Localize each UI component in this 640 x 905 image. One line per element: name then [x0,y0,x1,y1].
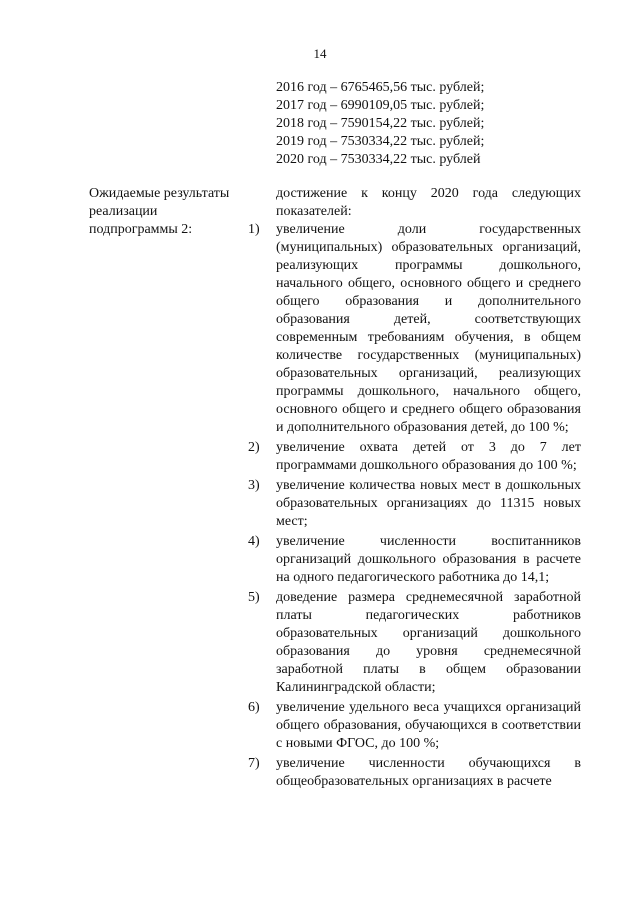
list-item-number: 7) [248,756,260,771]
list-item [248,221,581,437]
funding-line-2016: 2016 год – 6765465,56 тыс. рублей; [276,80,485,95]
funding-line-2017: 2017 год – 6990109,05 тыс. рублей; [276,98,485,113]
section-label [89,185,249,239]
list-item-number: 6) [248,700,260,715]
list-item-number: 3) [248,478,260,493]
funding-line-2020: 2020 год – 7530334,22 тыс. рублей [276,152,481,167]
list-item-text: увеличение удельного веса учащихся организаций общего образования, обучающихся в соответствии с новыми ФГОС, до 100 %; [276,700,581,751]
list-item [248,755,581,791]
list-item [248,439,581,475]
section-label-line: реализации [89,204,158,219]
list-item-number: 4) [248,534,260,549]
list-item [248,477,581,531]
funding-line-2019: 2019 год – 7530334,22 тыс. рублей; [276,134,485,149]
list-item-text: увеличение охвата детей от 3 до 7 лет программами дошкольного образования до 100 %; [276,440,581,473]
list-item-text: увеличение численности воспитанников организаций дошкольного образования в расчете на одного педагогического работника до 14,1; [276,534,581,585]
list-item-text: увеличение количества новых мест в дошкольных образовательных организациях до 11315 новых мест; [276,478,581,529]
section-label-line: Ожидаемые результаты [89,186,230,201]
list-item [248,699,581,753]
list-item [248,589,581,697]
list-item-number: 2) [248,440,260,455]
funding-line-2018: 2018 год – 7590154,22 тыс. рублей; [276,116,485,131]
list-item-text: увеличение численности обучающихся в общеобразовательных организациях в расчете [276,756,581,789]
funding-list [276,79,586,169]
list-item-number: 5) [248,590,260,605]
expected-results [248,185,581,791]
list-item [248,533,581,587]
section-label-line: подпрограммы 2: [89,222,193,237]
list-item-number: 1) [248,222,260,237]
results-intro: достижение к концу 2020 года следующих показателей: [276,186,581,219]
list-item-text: увеличение доли государственных (муниципальных) образовательных организаций, реализующих программы дошкольного, начального общего, основного общего и среднего общего образования и дополнительного образования детей, соответствующих современным требованиям обучения, в общем количестве государственных (муниципальных) образовательных организаций, реализующих программы дошкольного, начального общего, основного общего и среднего общего образования и дополнительного образования детей, до 100 %; [276,222,581,435]
page-number: 14 [313,46,327,61]
list-item-text: доведение размера среднемесячной заработной платы педагогических работников образовательных организаций дошкольного образования до уровня среднемесячной заработной платы в общем образовании Калининградской области; [276,590,581,695]
